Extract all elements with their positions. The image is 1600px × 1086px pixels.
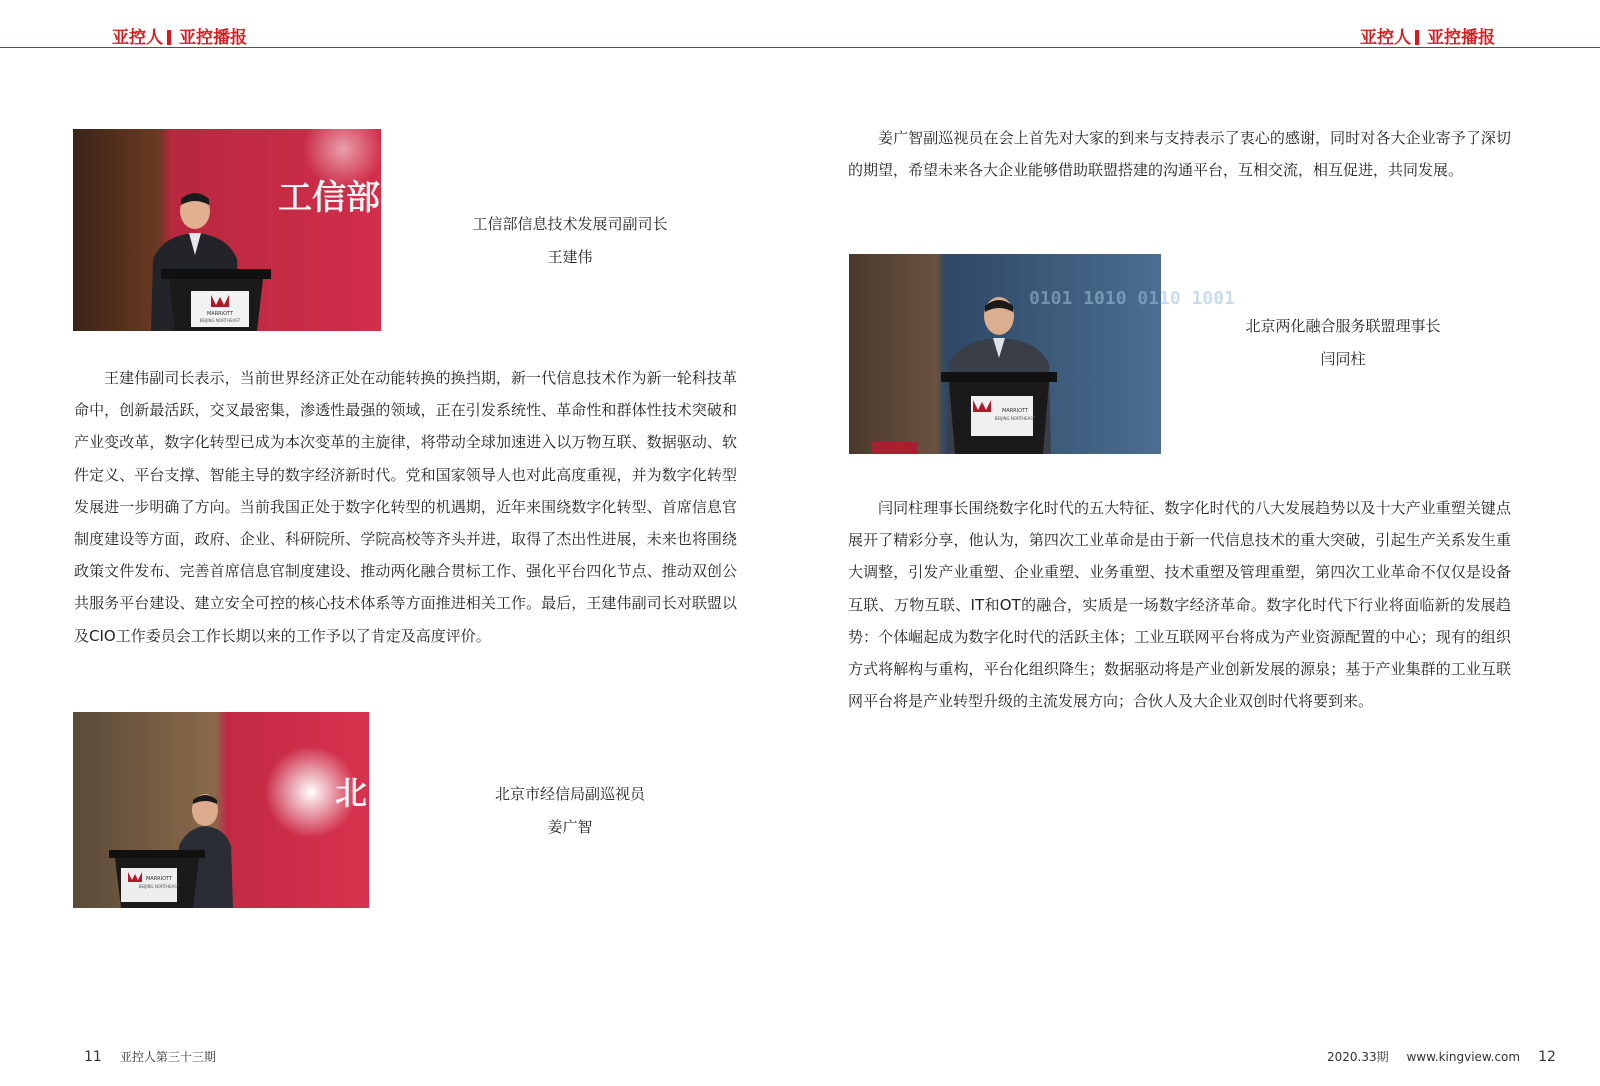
right-paragraph-1: 姜广智副巡视员在会上首先对大家的到来与支持表示了衷心的感谢，同时对各大企业寄予了深切的期望，希望未来各大企业能够借助联盟搭建的沟通平台，互相交流，相互促进，共同发展。 — [848, 129, 1511, 180]
left-paragraph: 王建伟副司长表示，当前世界经济正处在动能转换的换挡期，新一代信息技术作为新一轮科技革命中，创新最活跃，交叉最密集，渗透性最强的领域，正在引发系统性、革命性和群体性技术突破和产业变改革，数字化转型已成为本次变革的主旋律，将带动全球加速进入以万物互联、数据驱动、软件定义、平台支撑、智能主导的数字经济新时代。党和国家领导人也对此高度重视，并为数字化转型发展进一步明确了方向。当前我国正处于数字化转型的机遇期，近年来围绕数字化转型、首席信息官制度建设等方面，政府、企业、科研院所、学院高校等齐头并进，取得了杰出性进展，未来也将围绕政策文件发布、完善首席信息官制度建设、推动两化融合贯标工作、强化平台四化节点、推动双创公共服务平台建设、建立安全可控的核心技术体系等方面推进相关工作。最后，王建伟副司长对联盟以及CIO工作委员会工作长期以来的工作予以了肯定及高度评价。 — [74, 369, 737, 645]
photo-yan-tongzhu — [849, 254, 1235, 454]
photo3-binary-screen — [1029, 288, 1235, 309]
header-separator — [167, 30, 171, 45]
caption1-name: 王建伟 — [547, 248, 593, 266]
photo1-podium-brand: MARRIOTT — [206, 311, 234, 317]
footer-issue: 2020.33期 — [1327, 1050, 1389, 1064]
caption3-name: 闫同柱 — [1320, 350, 1366, 368]
footer-left — [84, 1049, 216, 1065]
caption-yan-tongzhu — [1208, 310, 1478, 376]
photo1-screen-text: 工信部 — [278, 178, 380, 218]
photo1-podium-sub: BEIJING NORTHEAST — [199, 318, 241, 323]
caption-wang-jianwei — [440, 208, 700, 274]
right-paragraph-2: 闫同柱理事长围绕数字化时代的五大特征、数字化时代的八大发展趋势以及十大产业重塑关键点展开了精彩分享，他认为，第四次工业革命是由于新一代信息技术的重大突破，引起生产关系发生重大调整，引发产业重塑、企业重塑、业务重塑、技术重塑及管理重塑，第四次工业革命不仅仅是设备互联、万物互联、IT和OT的融合，实质是一场数字经济革命。数字化时代下行业将面临新的发展趋势：个体崛起成为数字化时代的活跃主体；工业互联网平台将成为产业资源配置的中心；现有的组织方式将解构与重构，平台化组织降生；数据驱动将是产业创新发展的源泉；基于产业集群的工业互联网平台将是产业转型升级的主流发展方向；合伙人及大企业双创时代将要到来。 — [848, 499, 1511, 711]
footer-right — [1327, 1049, 1556, 1065]
header-right-part1: 亚控人 — [1360, 28, 1411, 48]
footer-left-text: 亚控人第三十三期 — [119, 1050, 216, 1064]
caption-jiang-guangzhi — [440, 778, 700, 844]
left-page-number: 11 — [84, 1049, 102, 1065]
header-left-part1: 亚控人 — [112, 28, 163, 48]
header-left-part2: 亚控播报 — [179, 28, 247, 48]
svg-text:0101 1010 0110 1001: 0101 1010 0110 1001 — [1029, 288, 1235, 309]
header-separator — [1415, 30, 1419, 45]
photo2-screen-text: 北 — [335, 774, 368, 812]
header-left — [112, 28, 247, 48]
photo-wang-jianwei — [73, 129, 381, 331]
photo3-podium-brand: MARRIOTT — [1001, 408, 1029, 414]
photo2-podium-sub: BEIJING NORTHEAST — [138, 884, 180, 889]
photo-jiang-guangzhi — [73, 712, 369, 908]
caption2-name: 姜广智 — [547, 818, 593, 836]
photo3-podium-sub: BEIJING NORTHEAST — [994, 416, 1036, 421]
caption1-title: 工信部信息技术发展司副司长 — [472, 215, 668, 233]
right-page-number: 12 — [1538, 1049, 1556, 1065]
header-right — [1360, 28, 1495, 48]
header-right-part2: 亚控播报 — [1427, 28, 1495, 48]
photo2-podium-brand: MARRIOTT — [145, 876, 173, 882]
footer-site-link[interactable]: www.kingview.com — [1406, 1050, 1521, 1064]
caption2-title: 北京市经信局副巡视员 — [494, 785, 645, 803]
caption3-title: 北京两化融合服务联盟理事长 — [1245, 317, 1441, 335]
